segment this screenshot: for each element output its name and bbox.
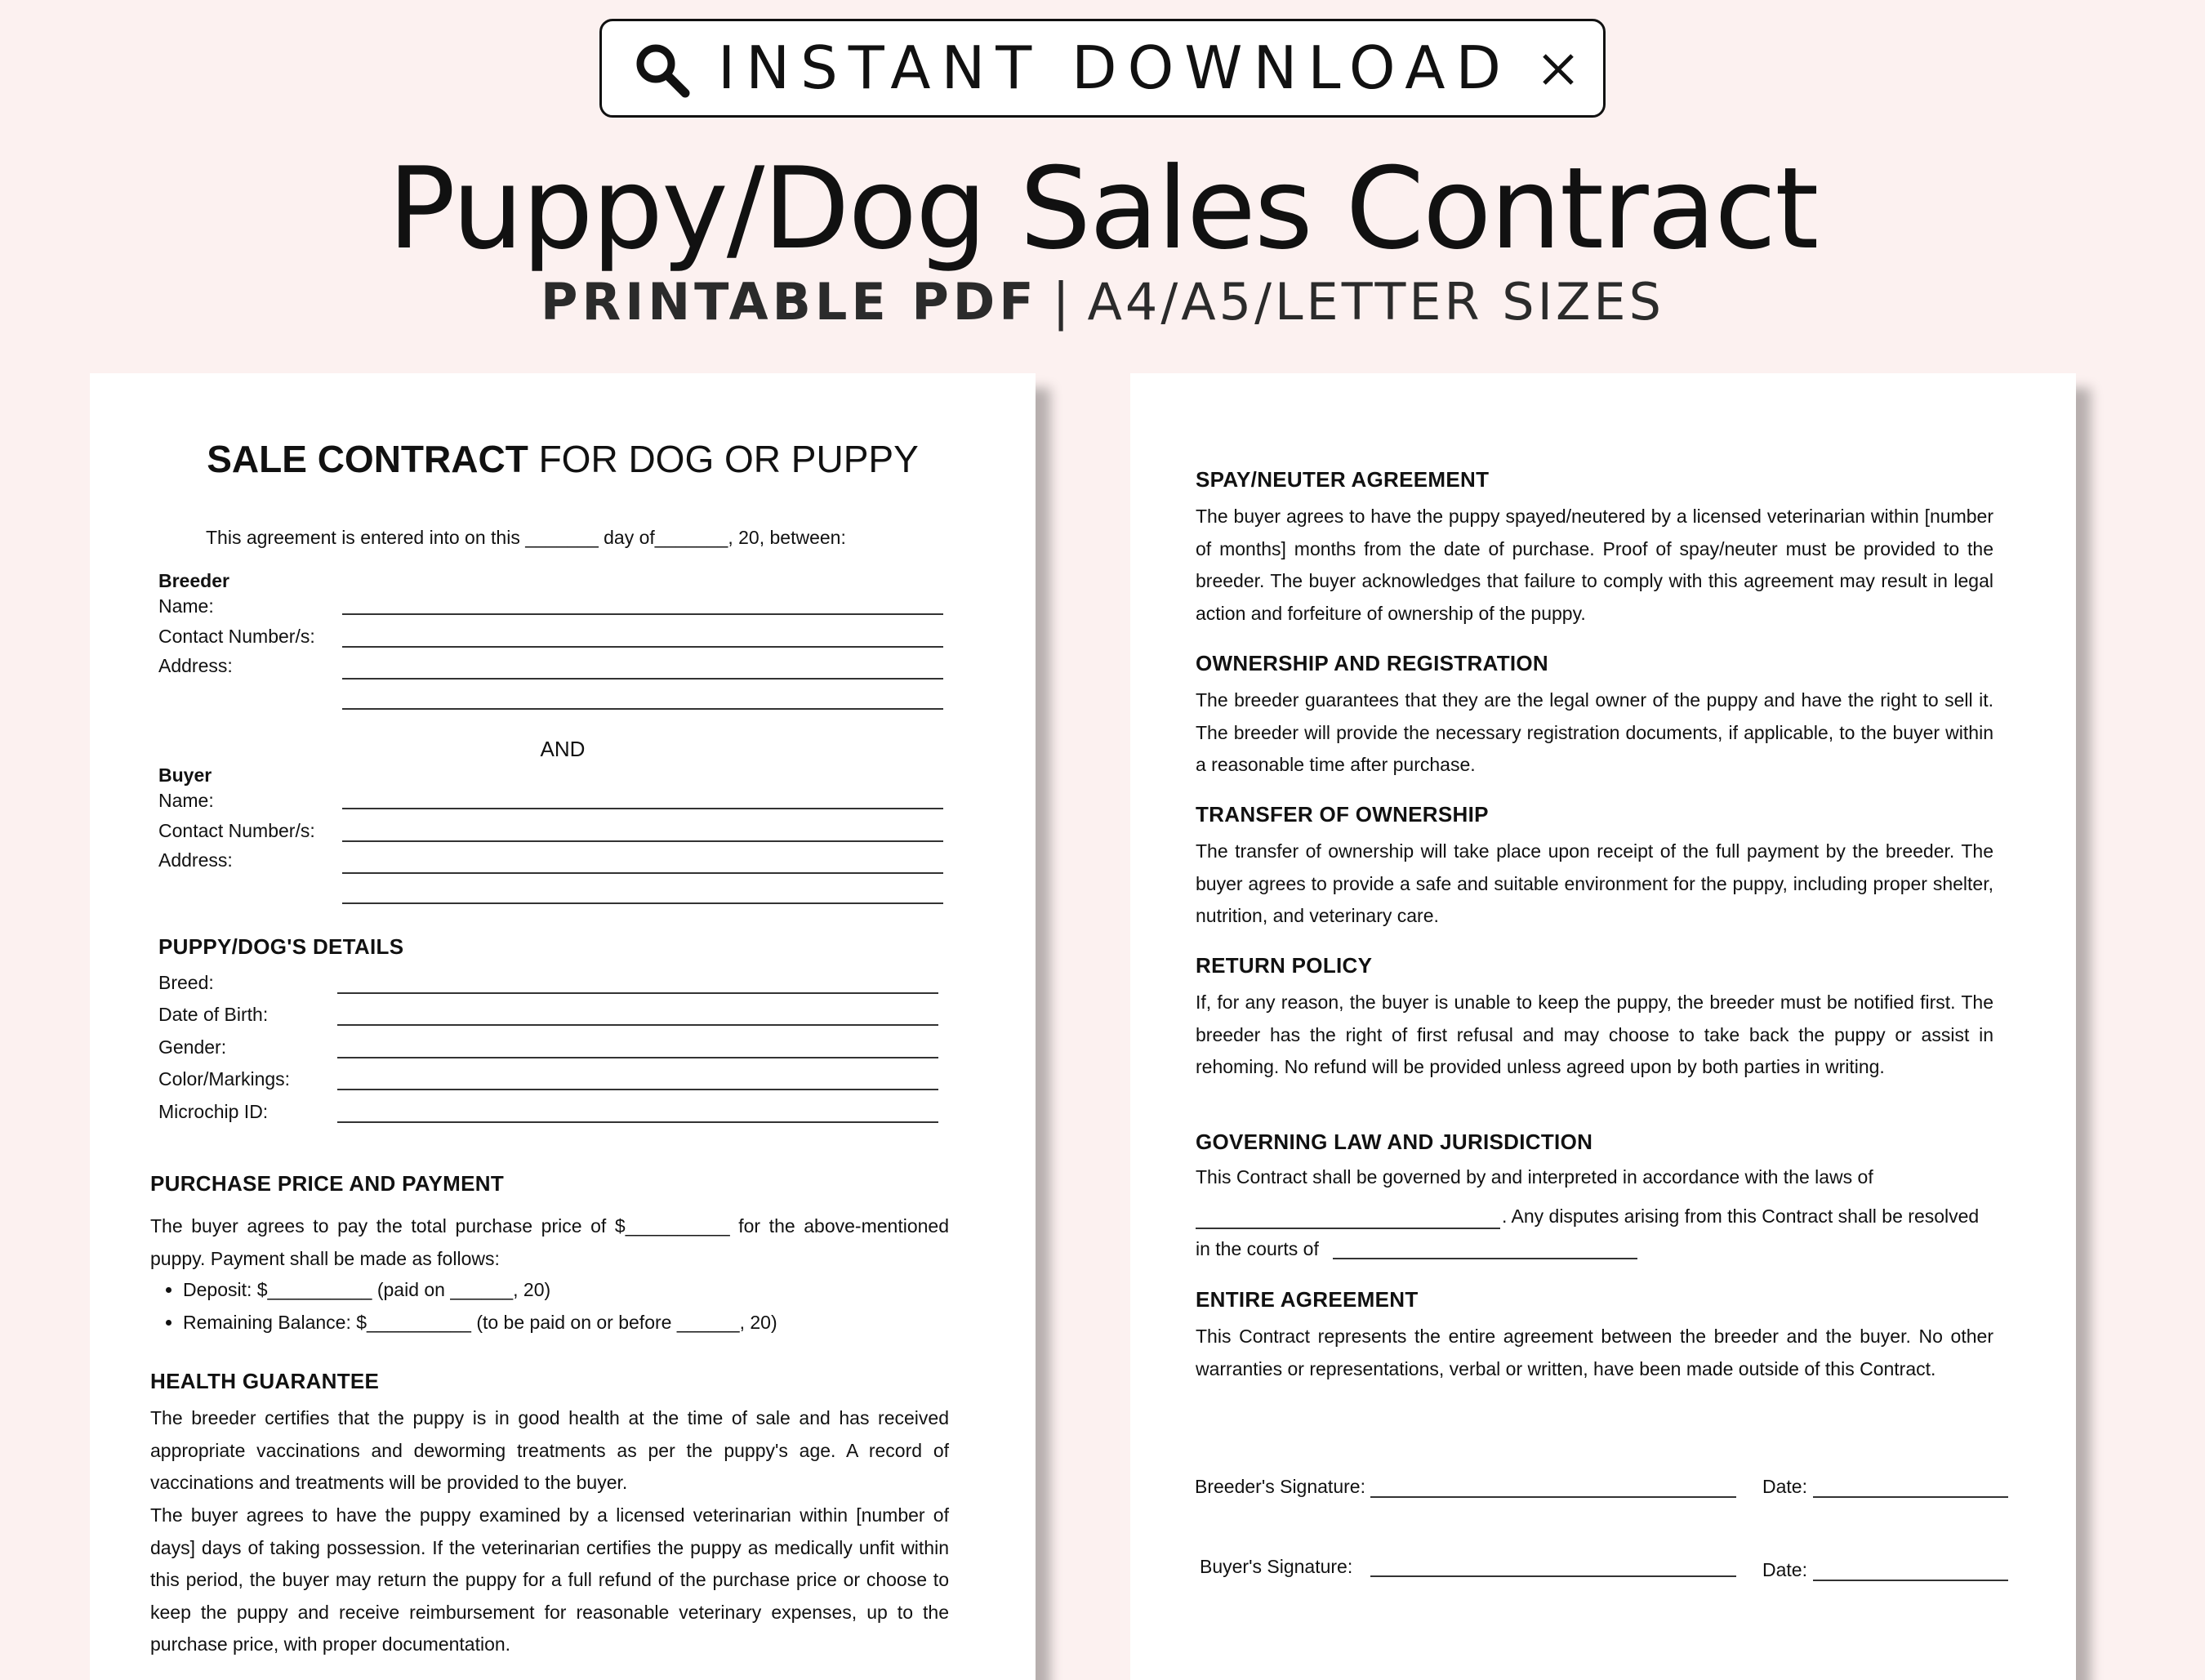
- contract-title: [90, 437, 1036, 481]
- detail-dob-label: Date of Birth:: [158, 1004, 269, 1025]
- buyer-name-label: Name:: [158, 790, 214, 811]
- breeder-heading: Breeder: [158, 570, 229, 591]
- detail-breed-label: Breed:: [158, 972, 214, 993]
- contract-title-bold: SALE CONTRACT: [207, 438, 528, 480]
- breeder-signature-label: Breeder's Signature:: [1195, 1476, 1365, 1497]
- close-icon[interactable]: [1538, 49, 1579, 90]
- page-subtitle: [0, 270, 2205, 335]
- buyer-date-line[interactable]: [1813, 1580, 2008, 1581]
- breeder-date-label: Date:: [1762, 1476, 1807, 1497]
- detail-color-label: Color/Markings:: [158, 1068, 291, 1090]
- detail-gender-label: Gender:: [158, 1036, 227, 1058]
- page-title: Puppy/Dog Sales Contract: [387, 143, 1818, 274]
- buyer-address-line-2[interactable]: [342, 902, 943, 904]
- detail-breed-line[interactable]: [337, 992, 938, 994]
- subtitle-format: PRINTABLE PDF: [541, 272, 1038, 332]
- detail-microchip-label: Microchip ID:: [158, 1101, 269, 1122]
- health-para-1: The breeder certifies that the puppy is in good health at the time of sale and has received appropriate vaccinations and deworming treatments as per the puppy's age. A record of vaccinations and treatments will be provided to the buyer.: [150, 1407, 949, 1493]
- contract-title-rest: FOR DOG OR PUPPY: [538, 438, 919, 480]
- payment-list: [150, 1274, 982, 1339]
- buyer-signature-label: Buyer's Signature:: [1200, 1556, 1353, 1577]
- breeder-address-line-1[interactable]: [342, 678, 943, 680]
- payment-balance: • Remaining Balance: $__________ (to be paid on or before ______, 20): [183, 1307, 982, 1339]
- buyer-address-line-1[interactable]: [342, 872, 943, 874]
- ownership-heading: OWNERSHIP AND REGISTRATION: [1196, 651, 1549, 675]
- governing-line-2: . Any disputes arising from this Contract shall be resolved: [1502, 1205, 1980, 1227]
- search-text: INSTANT DOWNLOAD: [718, 33, 1512, 102]
- breeder-date-line[interactable]: [1813, 1496, 2008, 1498]
- transfer-text: The transfer of ownership will take place upon receipt of the full payment by the breeder. The buyer agrees to provide a safe and suitable environment for the puppy, including proper shelter, nutrition, and veterinary care.: [1196, 840, 1993, 926]
- buyer-date-label: Date:: [1762, 1559, 1807, 1580]
- spay-heading: SPAY/NEUTER AGREEMENT: [1196, 467, 1490, 492]
- buyer-contact-line[interactable]: [342, 840, 943, 842]
- detail-color-line[interactable]: [337, 1089, 938, 1090]
- breeder-address-label: Address:: [158, 655, 233, 676]
- governing-law-blank[interactable]: [1196, 1228, 1500, 1229]
- health-heading: HEALTH GUARANTEE: [150, 1369, 380, 1393]
- buyer-contact-label: Contact Number/s:: [158, 820, 315, 841]
- transfer-heading: TRANSFER OF OWNERSHIP: [1196, 802, 1489, 827]
- governing-line-1: This Contract shall be governed by and interpreted in accordance with the laws of: [1196, 1166, 1873, 1188]
- agreement-intro: This agreement is entered into on this _______ day of_______, 20, between:: [206, 527, 846, 548]
- breeder-name-line[interactable]: [342, 613, 943, 615]
- buyer-signature-line[interactable]: [1370, 1575, 1736, 1577]
- contract-page-1: [90, 373, 1036, 1680]
- and-separator: AND: [540, 737, 586, 761]
- spay-text: The buyer agrees to have the puppy spayed/neutered by a licensed veterinarian within [number of months] months from the date of purchase. Proof of spay/neuter must be provided to the breeder. The buyer acknowledges that failure to comply with this agreement may result in legal action and forfeiture of ownership of the puppy.: [1196, 506, 1993, 624]
- breeder-name-label: Name:: [158, 595, 214, 617]
- return-heading: RETURN POLICY: [1196, 953, 1373, 978]
- detail-gender-line[interactable]: [337, 1057, 938, 1058]
- courts-blank[interactable]: [1333, 1258, 1637, 1259]
- ownership-text: The breeder guarantees that they are the legal owner of the puppy and have the right to sell it. The breeder will provide the necessary registration documents, if applicable, to the buyer within a reasonable time after purchase.: [1196, 689, 1993, 775]
- governing-heading: GOVERNING LAW AND JURISDICTION: [1196, 1130, 1593, 1154]
- entire-heading: ENTIRE AGREEMENT: [1196, 1287, 1419, 1312]
- detail-microchip-line[interactable]: [337, 1121, 938, 1123]
- return-text: If, for any reason, the buyer is unable to keep the puppy, the breeder must be notified first. The breeder has the right of first refusal and may choose to take back the puppy or assist in rehoming. No refund will be provided unless agreed upon by both parties in writing.: [1196, 992, 1993, 1077]
- health-para-2: The buyer agrees to have the puppy examined by a licensed veterinarian within [number of days] days of taking possession. If the veterinarian certifies the puppy as medically unfit within this period, the buyer may return the puppy for a full refund of the purchase price or choose to keep the puppy and receive reimbursement for reasonable veterinary expenses, up to the purchase price, with proper documentation.: [150, 1504, 949, 1655]
- contract-page-2: [1130, 373, 2076, 1680]
- subtitle-separator: |: [1052, 272, 1073, 332]
- breeder-contact-line[interactable]: [342, 646, 943, 648]
- details-heading: PUPPY/DOG'S DETAILS: [158, 934, 404, 959]
- payment-deposit: • Deposit: $__________ (paid on ______, 20): [183, 1274, 982, 1307]
- buyer-heading: Buyer: [158, 764, 212, 786]
- purchase-heading: PURCHASE PRICE AND PAYMENT: [150, 1171, 505, 1196]
- detail-dob-line[interactable]: [337, 1024, 938, 1026]
- buyer-name-line[interactable]: [342, 808, 943, 809]
- purchase-text: The buyer agrees to pay the total purchase price of $__________ for the above-mentioned puppy. Payment shall be made as follows:: [150, 1215, 949, 1269]
- buyer-address-label: Address:: [158, 849, 233, 871]
- search-bar[interactable]: [599, 19, 1606, 118]
- subtitle-sizes: A4/A5/LETTER SIZES: [1087, 272, 1664, 332]
- breeder-address-line-2[interactable]: [342, 708, 943, 710]
- breeder-contact-label: Contact Number/s:: [158, 626, 315, 647]
- entire-text: This Contract represents the entire agreement between the breeder and the buyer. No other warranties or representations, verbal or written, have been made outside of this Contract.: [1196, 1326, 1993, 1379]
- breeder-signature-line[interactable]: [1370, 1496, 1736, 1498]
- governing-line-3: in the courts of: [1196, 1238, 1319, 1259]
